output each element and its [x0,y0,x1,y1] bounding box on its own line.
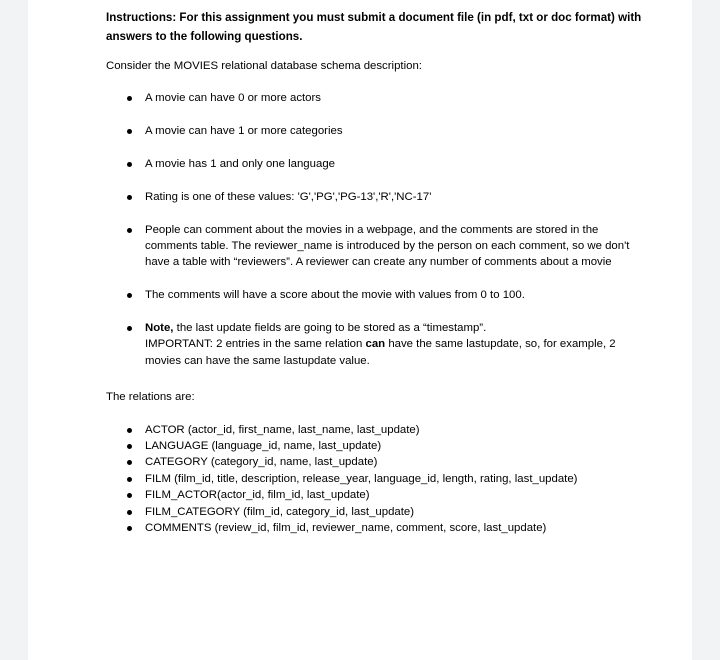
important-text-post: have the same lastupdate, so, for example, 2 movies can have the same lastupdate value. [145,338,616,367]
list-item: COMMENTS (review_id, film_id, reviewer_name, comment, score, last_update) [106,520,646,536]
instructions-text: Instructions: For this assignment you must submit a document file (in pdf, txt or doc format) with answers to the following questions. [106,11,642,43]
note-text: the last update fields are going to be stored as a “timestamp”. [173,322,487,334]
list-item: CATEGORY (category_id, name, last_update) [106,454,646,470]
relations-list [106,422,646,537]
rules-list [106,90,646,369]
list-item: A movie has 1 and only one language [106,156,646,172]
list-item: FILM_ACTOR(actor_id, film_id, last_update) [106,487,646,503]
list-item: LANGUAGE (language_id, name, last_update) [106,438,646,454]
list-item: ACTOR (actor_id, first_name, last_name, last_update) [106,422,646,438]
intro-text: Consider the MOVIES relational database schema description: [106,60,422,72]
list-item: People can comment about the movies in a webpage, and the comments are stored in the comments table. The reviewer_name is introduced by the person on each comment, so we don't have a table with “reviewers”. A reviewer can create any number of comments about a movie [106,222,646,271]
document-content [106,8,646,536]
list-item: The comments will have a score about the movie with values from 0 to 100. [106,287,646,303]
relations-heading: The relations are: [106,391,195,404]
list-item: Rating is one of these values: 'G','PG','PG-13','R','NC-17' [106,189,646,205]
important-text-bold: can [365,338,386,351]
note-bold: Note, [145,322,174,334]
note-item [106,320,646,369]
list-item: FILM_CATEGORY (film_id, category_id, last_update) [106,504,646,520]
list-item: A movie can have 1 or more categories [106,123,646,139]
list-item: FILM (film_id, title, description, release_year, language_id, length, rating, last_update) [106,471,646,487]
document-page [28,0,692,660]
list-item: A movie can have 0 or more actors [106,90,646,106]
important-text-pre: IMPORTANT: 2 entries in the same relation [145,338,366,351]
